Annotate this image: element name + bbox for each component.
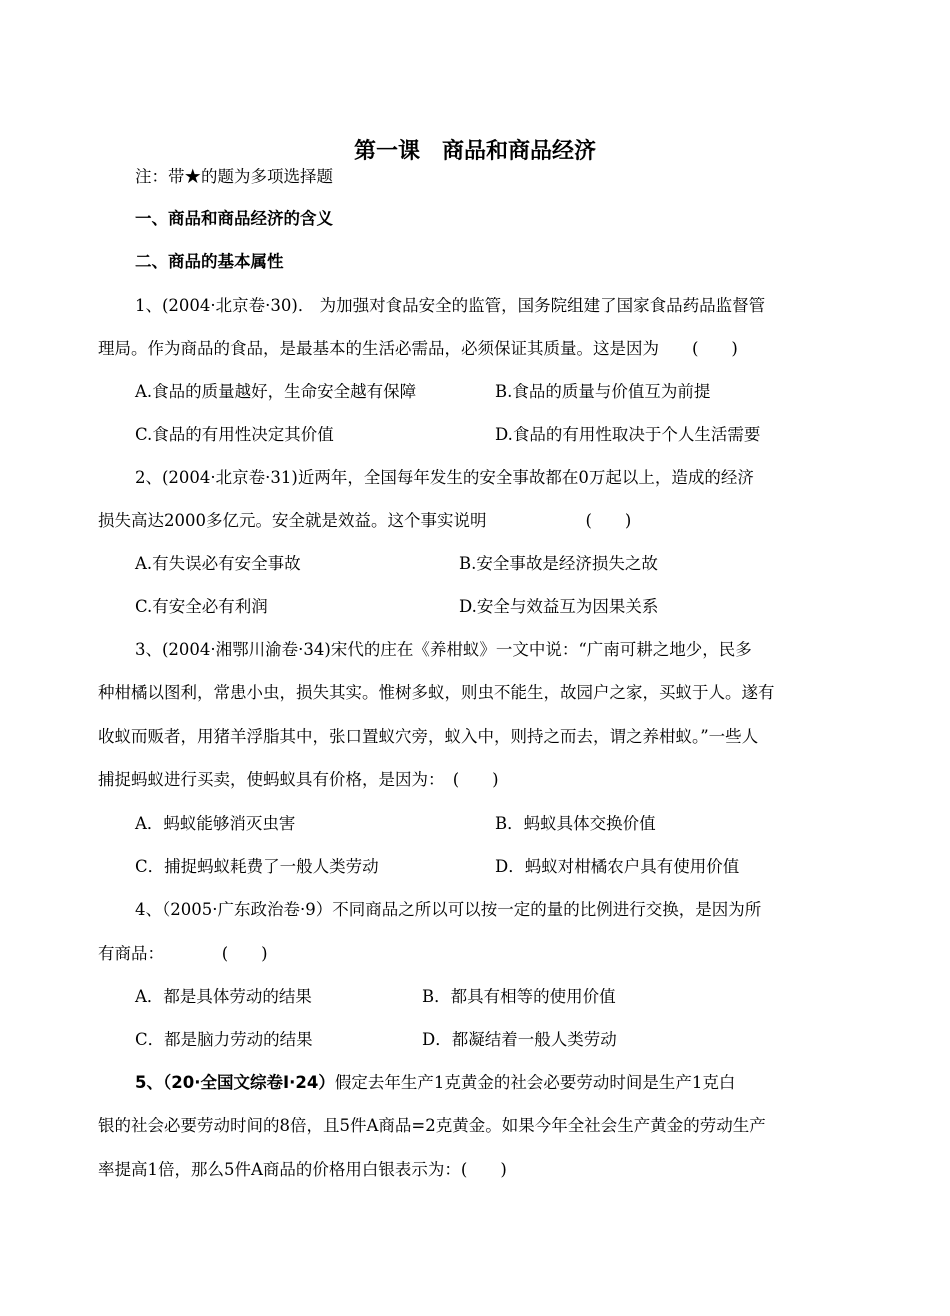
- question-4-line-1: 4、（2005·广东政治卷·9）不同商品之所以可以按一定的量的比例进行交换，是因为所: [135, 900, 762, 919]
- question-1-option-d: D.食品的有用性取决于个人生活需要: [495, 425, 761, 444]
- question-5-line-3: 率提高1倍，那么5件A商品的价格用白银表示为：( ): [98, 1160, 507, 1179]
- question-4-option-c: C．都是脑力劳动的结果: [135, 1030, 313, 1049]
- question-1-option-b: B.食品的质量与价值互为前提: [495, 382, 711, 401]
- question-4-option-b: B．都具有相等的使用价值: [422, 987, 616, 1006]
- question-1-line-1: 1、(2004·北京卷·30)． 为加强对食品安全的监管，国务院组建了国家食品药品监督管: [135, 296, 766, 315]
- question-4-line-2: 有商品： ( ): [98, 944, 268, 963]
- question-3-line-3: 收蚁而贩者，用猪羊浮脂其中，张口置蚁穴旁，蚁入中，则持之而去，谓之养柑蚁。”一些人: [98, 727, 759, 746]
- question-3-option-a: A．蚂蚁能够消灭虫害: [135, 814, 296, 833]
- question-3-option-d: D．蚂蚁对柑橘农户具有使用价值: [495, 857, 740, 876]
- question-2-option-d: D.安全与效益互为因果关系: [459, 597, 659, 616]
- question-2-option-a: A.有失误必有安全事故: [135, 554, 301, 573]
- question-3-line-4: 捕捉蚂蚁进行买卖，使蚂蚁具有价格，是因为： ( ): [98, 770, 499, 789]
- question-4-option-d: D．都凝结着一般人类劳动: [422, 1030, 617, 1049]
- question-2-option-c: C.有安全必有利润: [135, 597, 268, 616]
- question-5-source: 5、（20·全国文综卷Ⅰ·24）: [135, 1073, 335, 1092]
- question-2-line-1: 2、(2004·北京卷·31)近两年，全国每年发生的安全事故都在0万起以上，造成的经济: [135, 468, 754, 487]
- question-1-option-a: A.食品的质量越好，生命安全越有保障: [135, 382, 417, 401]
- question-3-option-c: C．捕捉蚂蚁耗费了一般人类劳动: [135, 857, 379, 876]
- page-title: 第一课 商品和商品经济: [353, 139, 596, 164]
- question-5-line-1-text: 假定去年生产1克黄金的社会必要劳动时间是生产1克白: [334, 1073, 736, 1092]
- section-heading-2: 二、商品的基本属性: [135, 252, 284, 271]
- question-3-line-2: 种柑橘以图利，常患小虫，损失其实。惟树多蚁，则虫不能生，故园户之家，买蚁于人。遂有: [98, 683, 775, 702]
- question-2-line-2: 损失高达2000多亿元。安全就是效益。这个事实说明 ( ): [98, 511, 632, 530]
- question-3-line-1: 3、(2004·湘鄂川渝卷·34)宋代的庄在《养柑蚁》一文中说：“广南可耕之地少，民多: [135, 640, 752, 659]
- question-3-option-b: B．蚂蚁具体交换价值: [495, 814, 656, 833]
- question-4-option-a: A．都是具体劳动的结果: [135, 987, 312, 1006]
- question-1-line-2: 理局。作为商品的食品，是最基本的生活必需品，必须保证其质量。这是因为 ( ): [98, 339, 738, 358]
- question-5-line-2: 银的社会必要劳动时间的8倍，且5件A商品=2克黄金。如果今年全社会生产黄金的劳动生产: [98, 1116, 766, 1135]
- question-1-option-c: C.食品的有用性决定其价值: [135, 425, 334, 444]
- section-heading-1: 一、商品和商品经济的含义: [135, 209, 333, 228]
- note-text: 注：带★的题为多项选择题: [135, 167, 333, 186]
- question-2-option-b: B.安全事故是经济损失之故: [459, 554, 658, 573]
- question-5-line-1: [135, 1072, 735, 1094]
